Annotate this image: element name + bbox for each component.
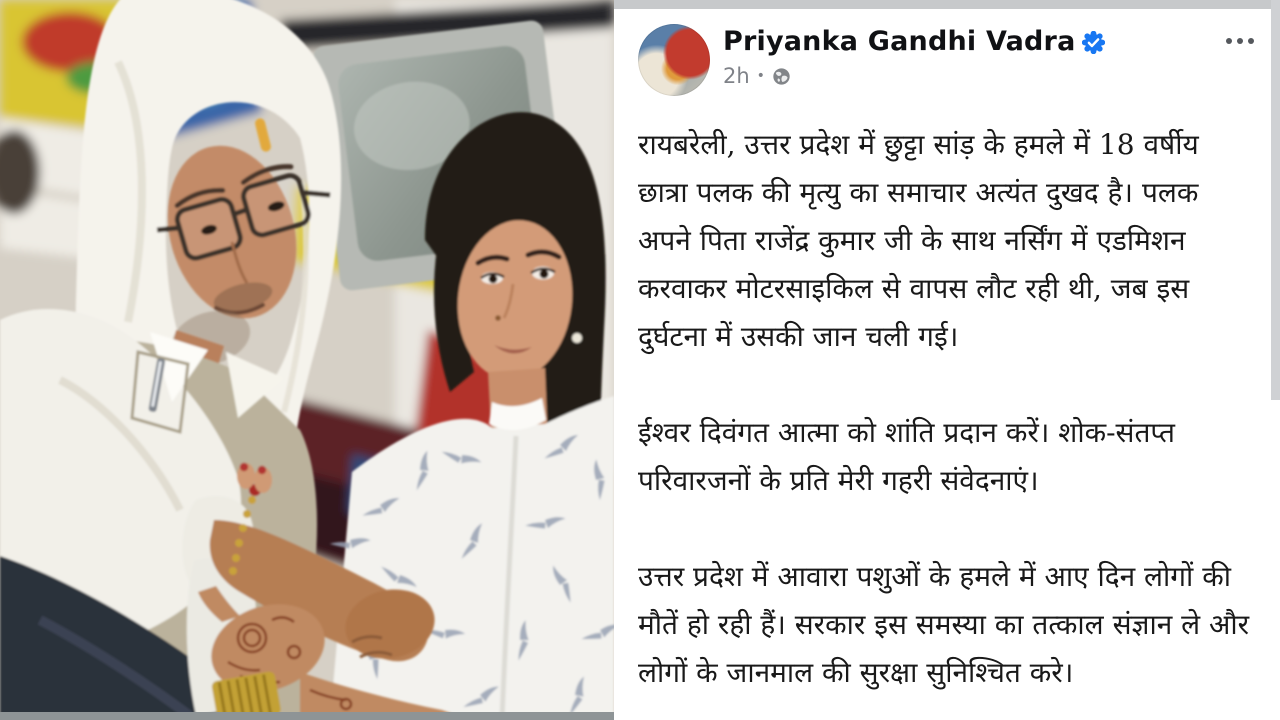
meta-separator: •	[756, 68, 765, 85]
scrollbar[interactable]	[1271, 0, 1280, 400]
post-text	[614, 96, 1280, 697]
more-options-dot	[1237, 38, 1243, 44]
post-header	[614, 0, 1280, 96]
facebook-post	[614, 0, 1280, 720]
author-name[interactable]: Priyanka Gandhi Vadra	[723, 26, 1076, 57]
more-options-dot	[1248, 38, 1254, 44]
profile-avatar[interactable]	[638, 24, 710, 96]
news-photo	[0, 0, 614, 720]
photo-panel	[0, 0, 614, 720]
post-paragraph: ईश्वर दिवंगत आत्मा को शांति प्रदान करें। शोक-संतप्त परिवारजनों के प्रति मेरी गहरी संवेदनाएं।	[638, 416, 1176, 497]
more-options-dot	[1226, 38, 1232, 44]
top-border-strip	[614, 0, 1280, 9]
post-paragraph: उत्तर प्रदेश में आवारा पशुओं के हमले में आए दिन लोगों की मौतें हो रही हैं। सरकार इस समस्या का तत्काल संज्ञान ले और लोगों के जानमाल की सुरक्षा सुनिश्चित करे।	[638, 560, 1250, 689]
more-options-button[interactable]	[1216, 24, 1258, 54]
meta-row	[723, 64, 1216, 88]
name-row	[723, 26, 1216, 57]
timestamp[interactable]: 2h	[723, 64, 750, 89]
verified-badge-icon	[1082, 31, 1105, 54]
post-paragraph: रायबरेली, उत्तर प्रदेश में छुट्टा सांड़ के हमले में 18 वर्षीय छात्रा पलक की मृत्यु का समाचार अत्यंत दुखद है। पलक अपने पिता राजेंद्र कुमार जी के साथ नर्सिंग में एडमिशन करवाकर मोटरसाइकिल से वापस लौट रही थी, जब इस दुर्घटना में उसकी जान चली गई।	[638, 128, 1199, 353]
photo-bottom-band	[0, 712, 614, 720]
globe-icon	[772, 67, 791, 86]
header-text	[723, 24, 1216, 88]
